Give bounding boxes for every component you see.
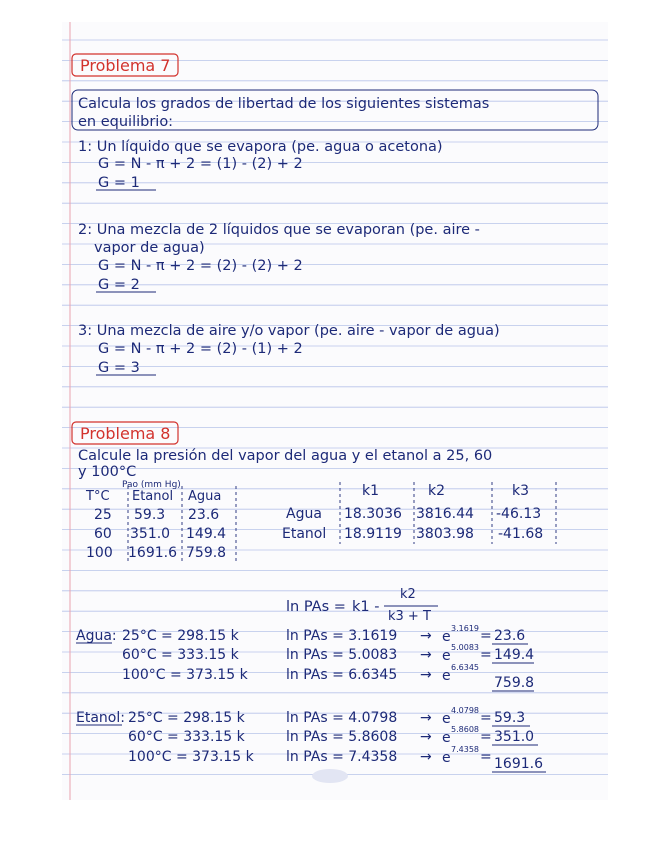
agua-row-3-exponent: 6.6345 [451, 663, 479, 672]
etanol-row-1-exp-base: e [442, 711, 451, 727]
etanol-row-1-ln: ln PAs = 4.0798 [286, 710, 398, 726]
formula-denominator: k3 + T [388, 609, 431, 624]
etanol-row-2-arrow: → [420, 729, 432, 745]
agua-row-2-result: 149.4 [494, 647, 535, 663]
agua-row-2-ln: ln PAs = 5.0083 [286, 647, 398, 663]
table-1-header-agua: Agua [188, 489, 222, 504]
agua-label: Agua: [76, 628, 117, 644]
agua-row-1-exp-base: e [442, 629, 451, 645]
etanol-row-1-exponent: 4.0798 [451, 706, 479, 715]
etanol-row-2-exponent: 5.8608 [451, 725, 479, 734]
formula-lhs: ln PAs = [286, 599, 346, 615]
item-1-result: G = 1 [98, 175, 140, 191]
agua-row-1-ln: ln PAs = 3.1619 [286, 628, 398, 644]
item-1-equation: G = N - π + 2 = (1) - (2) + 2 [98, 156, 303, 172]
item-3-result: G = 3 [98, 360, 140, 376]
etanol-row-3-temp: 100°C = 373.15 k [128, 749, 254, 765]
etanol-row-2-temp: 60°C = 333.15 k [128, 729, 245, 745]
etanol-row-2-ln: ln PAs = 5.8608 [286, 729, 398, 745]
agua-row-2-temp: 60°C = 333.15 k [122, 647, 239, 663]
item-1-statement: 1: Un líquido que se evapora (pe. agua o acetona) [78, 139, 443, 155]
etanol-label: Etanol: [76, 710, 125, 726]
etanol-row-1-arrow: → [420, 710, 432, 726]
agua-row-3-exp-base: e [442, 668, 451, 684]
formula-numerator: k2 [400, 587, 416, 602]
item-2-statement-line-1: 2: Una mezcla de 2 líquidos que se evaporan (pe. aire - [78, 222, 480, 238]
table-1-row-1-temp: 25 [94, 507, 112, 523]
problem-8-intro-line-2: y 100°C [78, 464, 137, 480]
problem-7-heading: Problema 7 [80, 56, 171, 75]
table-2-row-etanol-k1: 18.9119 [344, 526, 402, 542]
table-1-row-3-temp: 100 [86, 545, 113, 561]
etanol-row-3-result: 1691.6 [494, 756, 543, 772]
etanol-row-1-temp: 25°C = 298.15 k [128, 710, 245, 726]
table-1-row-2-temp: 60 [94, 526, 112, 542]
problem-8-heading: Problema 8 [80, 424, 171, 443]
agua-row-2-equals: = [480, 647, 492, 663]
agua-row-3-temp: 100°C = 373.15 k [122, 667, 248, 683]
etanol-row-3-exp-base: e [442, 750, 451, 766]
table-2-row-agua-k1: 18.3036 [344, 506, 402, 522]
agua-row-2-exponent: 5.0083 [451, 643, 479, 652]
item-2-result: G = 2 [98, 277, 140, 293]
item-3-equation: G = N - π + 2 = (2) - (1) + 2 [98, 341, 303, 357]
item-2-statement-line-2: vapor de agua) [94, 240, 205, 256]
problem-7-intro-line-2: en equilibrio: [78, 114, 174, 130]
agua-row-1-temp: 25°C = 298.15 k [122, 628, 239, 644]
agua-row-1-exponent: 3.1619 [451, 624, 479, 633]
table-2-header-k3: k3 [512, 483, 530, 499]
etanol-row-3-arrow: → [420, 749, 432, 765]
table-2-row-etanol-k2: 3803.98 [416, 526, 474, 542]
etanol-row-1-equals: = [480, 710, 492, 726]
etanol-row-3-ln: ln PAs = 7.4358 [286, 749, 398, 765]
table-2-row-agua-k2: 3816.44 [416, 506, 474, 522]
table-2-row-etanol-label: Etanol [282, 526, 327, 542]
item-2-equation: G = N - π + 2 = (2) - (2) + 2 [98, 258, 303, 274]
table-2-row-agua-label: Agua [286, 506, 322, 522]
table-1-header-temp: T°C [86, 489, 110, 504]
etanol-row-2-equals: = [480, 729, 492, 745]
table-1-row-1-etanol: 59.3 [134, 507, 166, 523]
agua-row-1-equals: = [480, 628, 492, 644]
agua-row-2-arrow: → [420, 647, 432, 663]
vapor-pressure-table [85, 480, 236, 562]
agua-row-1-result: 23.6 [494, 628, 526, 644]
etanol-row-2-result: 351.0 [494, 729, 535, 745]
agua-row-3-ln: ln PAs = 6.6345 [286, 667, 398, 683]
table-2-row-agua-k3: -46.13 [496, 506, 542, 522]
agua-row-3-result: 759.8 [494, 675, 535, 691]
agua-row-3-arrow: → [420, 667, 432, 683]
formula-k1: k1 - [352, 599, 380, 615]
table-1-row-2-agua: 149.4 [186, 526, 227, 542]
table-1-row-3-etanol: 1691.6 [128, 545, 177, 561]
etanol-row-2-exp-base: e [442, 730, 451, 746]
table-1-row-3-agua: 759.8 [186, 545, 227, 561]
table-2-header-k2: k2 [428, 483, 446, 499]
agua-row-1-arrow: → [420, 628, 432, 644]
table-1-row-2-etanol: 351.0 [130, 526, 171, 542]
table-2-row-etanol-k3: -41.68 [498, 526, 544, 542]
problem-7-intro-line-1: Calcula los grados de libertad de los siguientes sistemas [78, 96, 490, 112]
item-3-statement: 3: Una mezcla de aire y/o vapor (pe. aire - vapor de agua) [78, 323, 500, 339]
table-2-header-k1: k1 [362, 483, 380, 499]
etanol-row-1-result: 59.3 [494, 710, 526, 726]
table-1-units-header: Pao (mm Hg) [122, 480, 181, 490]
etanol-row-3-equals: = [480, 749, 492, 765]
etanol-row-3-exponent: 7.4358 [451, 745, 479, 754]
table-1-row-1-agua: 23.6 [188, 507, 220, 523]
bleed-mark [312, 769, 348, 783]
table-1-header-etanol: Etanol [132, 489, 174, 504]
agua-row-2-exp-base: e [442, 648, 451, 664]
problem-8-intro-line-1: Calcule la presión del vapor del agua y el etanol a 25, 60 [78, 448, 493, 464]
